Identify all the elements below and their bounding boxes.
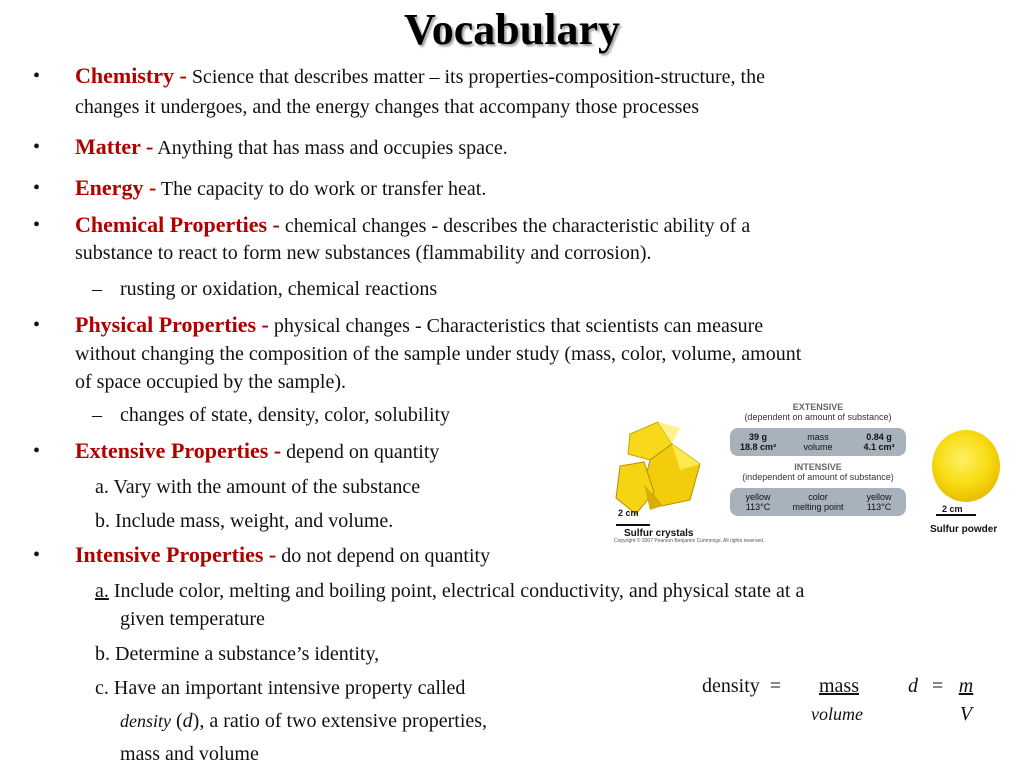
- intensive-point-a: [95, 577, 804, 605]
- density-numerator: mass: [819, 675, 859, 697]
- intensive-point-a-label: a.: [95, 580, 109, 602]
- bullet-physical-properties: •: [33, 314, 41, 336]
- intensive-properties-line: [75, 541, 490, 570]
- m-symbol: m: [958, 675, 974, 697]
- matter-definition: Anything that has mass and occupies space.: [153, 137, 508, 159]
- physical-properties-definition-cont2: of space occupied by the sample).: [75, 371, 347, 393]
- physical-properties-definition: physical changes - Characteristics that scientists can measure: [268, 315, 764, 337]
- figure-copyright: Copyright © 2007 Pearson Benjamin Cummings. All rights reserved.: [614, 538, 765, 544]
- intensive-mid-labels: [786, 492, 850, 512]
- intensive-values-panel: [730, 488, 906, 516]
- bullet-energy: •: [33, 177, 41, 199]
- extensive-subtitle: (dependent on amount of substance): [744, 412, 892, 422]
- term-energy: Energy -: [75, 175, 157, 200]
- density-symbol: d: [182, 710, 193, 732]
- intensive-title: INTENSIVE: [794, 462, 842, 472]
- extensive-properties-line: [75, 437, 439, 466]
- ext-mid-volume: volume: [803, 442, 833, 452]
- chemistry-line: [75, 62, 765, 91]
- equals-sign-1: =: [769, 675, 782, 697]
- physical-properties-line: [75, 311, 763, 340]
- chemistry-definition: Science that describes matter – its properties-composition-structure, the: [186, 66, 765, 88]
- density-denominator: volume: [811, 704, 863, 724]
- extensive-left-values: [736, 432, 780, 452]
- physical-properties-definition-cont: without changing the composition of the sample under study (mass, color, volume, amount: [75, 343, 802, 365]
- intensive-subtitle: (independent of amount of substance): [742, 472, 894, 482]
- term-chemistry: Chemistry -: [75, 63, 187, 88]
- ext-right-mass: 0.84 g: [866, 432, 892, 442]
- extensive-title: EXTENSIVE: [792, 402, 844, 412]
- ext-left-volume: 18.8 cm³: [739, 442, 777, 452]
- bullet-chemistry: •: [33, 65, 41, 87]
- scale-bar-left: [616, 524, 650, 526]
- chemical-properties-example: rusting or oxidation, chemical reactions: [120, 278, 438, 300]
- paren-open: (: [171, 710, 183, 732]
- intensive-point-c-rest: a ratio of two extensive properties,: [204, 710, 488, 732]
- scale-label-left: 2 cm: [618, 508, 639, 518]
- intensive-point-a-cont: given temperature: [120, 608, 265, 630]
- intensive-point-b: b. Determine a substance’s identity,: [95, 643, 380, 665]
- intensive-point-c-cont2: mass and volume: [120, 743, 259, 765]
- extensive-right-values: [856, 432, 902, 452]
- scale-bar-right: [936, 514, 976, 516]
- intensive-right-values: [856, 492, 902, 512]
- chemical-properties-line: [75, 211, 750, 240]
- energy-line: [75, 174, 486, 203]
- sulfur-powder-image: [932, 430, 1000, 502]
- term-extensive-properties: Extensive Properties -: [75, 438, 282, 463]
- bullet-extensive-properties: •: [33, 440, 41, 462]
- extensive-point-a: a. Vary with the amount of the substance: [95, 476, 421, 498]
- intensive-left-values: [736, 492, 780, 512]
- term-physical-properties: Physical Properties -: [75, 312, 269, 337]
- int-mid-color: color: [808, 492, 828, 502]
- intensive-point-c-cont: [120, 707, 487, 735]
- int-right-color: yellow: [866, 492, 892, 502]
- extensive-point-b: b. Include mass, weight, and volume.: [95, 510, 394, 532]
- chemical-properties-definition: chemical changes - describes the characteristic ability of a: [279, 215, 751, 237]
- energy-definition: The capacity to do work or transfer heat.: [156, 178, 487, 200]
- extensive-properties-definition: depend on quantity: [281, 441, 440, 463]
- sulfur-properties-figure: [606, 400, 1006, 548]
- v-symbol: V: [959, 703, 973, 725]
- physical-properties-example: changes of state, density, color, solubility: [120, 404, 451, 426]
- paren-close: ),: [192, 710, 205, 732]
- chemistry-definition-cont: changes it undergoes, and the energy changes that accompany those processes: [75, 96, 700, 118]
- extensive-values-panel: [730, 428, 906, 456]
- extensive-mid-labels: [792, 432, 844, 452]
- dash-chemical-sub: –: [92, 278, 102, 300]
- bullet-intensive-properties: •: [33, 544, 41, 566]
- int-left-color: yellow: [745, 492, 771, 502]
- term-chemical-properties: Chemical Properties -: [75, 212, 280, 237]
- int-left-mp: 113°C: [745, 502, 771, 512]
- term-intensive-properties: Intensive Properties -: [75, 542, 277, 567]
- intensive-point-c: c. Have an important intensive property called: [95, 677, 466, 699]
- scale-label-right: 2 cm: [942, 504, 963, 514]
- chemical-properties-definition-cont: substance to react to form new substances (flammability and corrosion).: [75, 242, 652, 264]
- caption-sulfur-crystals: Sulfur crystals: [624, 528, 694, 539]
- density-formula-word: [702, 674, 781, 698]
- caption-sulfur-powder: Sulfur powder: [930, 524, 998, 535]
- density-word: density: [702, 675, 760, 697]
- dash-physical-sub: –: [92, 404, 102, 426]
- intensive-point-a-text: Include color, melting and boiling point, electrical conductivity, and physical state at a: [108, 580, 805, 602]
- density-term: density: [120, 711, 171, 731]
- intensive-properties-definition: do not depend on quantity: [276, 545, 491, 567]
- d-symbol: d: [908, 675, 918, 697]
- sulfur-crystals-image: [610, 414, 710, 518]
- term-matter: Matter -: [75, 134, 154, 159]
- bullet-matter: •: [33, 136, 41, 158]
- int-right-mp: 113°C: [866, 502, 892, 512]
- slide-title: Vocabulary: [404, 5, 620, 54]
- intensive-heading: [730, 462, 906, 482]
- ext-mid-mass: mass: [807, 432, 829, 442]
- ext-left-mass: 39 g: [748, 432, 767, 442]
- ext-right-volume: 4.1 cm³: [863, 442, 895, 452]
- extensive-heading: [730, 402, 906, 422]
- equals-sign-2: =: [932, 675, 944, 697]
- int-mid-mp: melting point: [792, 502, 844, 512]
- bullet-chemical-properties: •: [33, 214, 41, 236]
- matter-line: [75, 133, 508, 162]
